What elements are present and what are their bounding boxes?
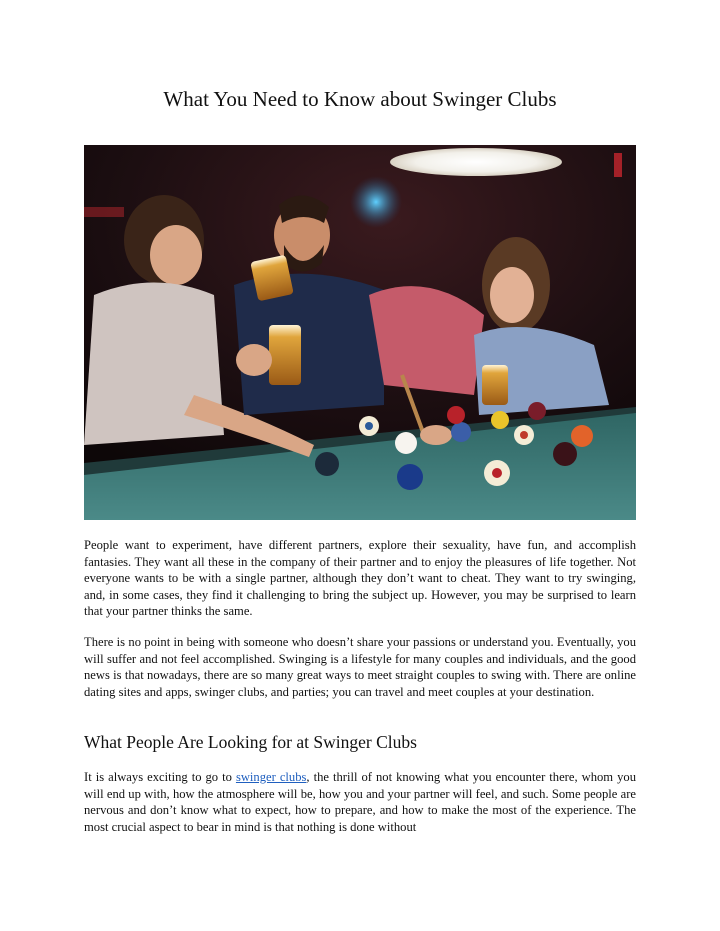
paragraph-text-after-link: , the thrill of not knowing what you encounter there, whom you will end up with, how the atmosphere will be, how you and your partner will feel, and such. Some people are nervous and don’t know what to expect, how to prepare, and how to make the most of the experience. The most crucial aspect to bear in mind is that nothing is done without <box>84 770 637 834</box>
intro-paragraph: People want to experiment, have different partners, explore their sexuality, have fun, and accomplish fantasies. They want all these in the company of their partner and to enjoy the pleasures of life together. Not everyone wants to be with a single partner, although they don’t want to cheat. They want to try swinging, and, in some cases, they find it challenging to bring the subject up. However, you may be surprised to learn that your partner thinks the same. <box>84 538 636 619</box>
page-title: What You Need to Know about Swinger Clubs <box>163 87 557 111</box>
swinger-clubs-paragraph <box>84 769 636 835</box>
paragraph-text-before-link: It is always exciting to go to <box>84 770 236 784</box>
billiards-bar-photo <box>84 145 636 520</box>
lifestyle-paragraph: There is no point in being with someone who doesn’t share your passions or understand you. Eventually, you will suffer and not feel accomplished. Swinging is a lifestyle for many couples and individuals, and the good news is that nowadays, there are so many great ways to meet straight couples to swing with. There are online dating sites and apps, swinger clubs, and parties; you can travel and meet couples at your destination. <box>84 635 636 699</box>
section-heading: What People Are Looking for at Swinger Clubs <box>84 732 417 752</box>
hero-image <box>84 145 636 520</box>
swinger-clubs-link[interactable]: swinger clubs <box>235 770 307 784</box>
